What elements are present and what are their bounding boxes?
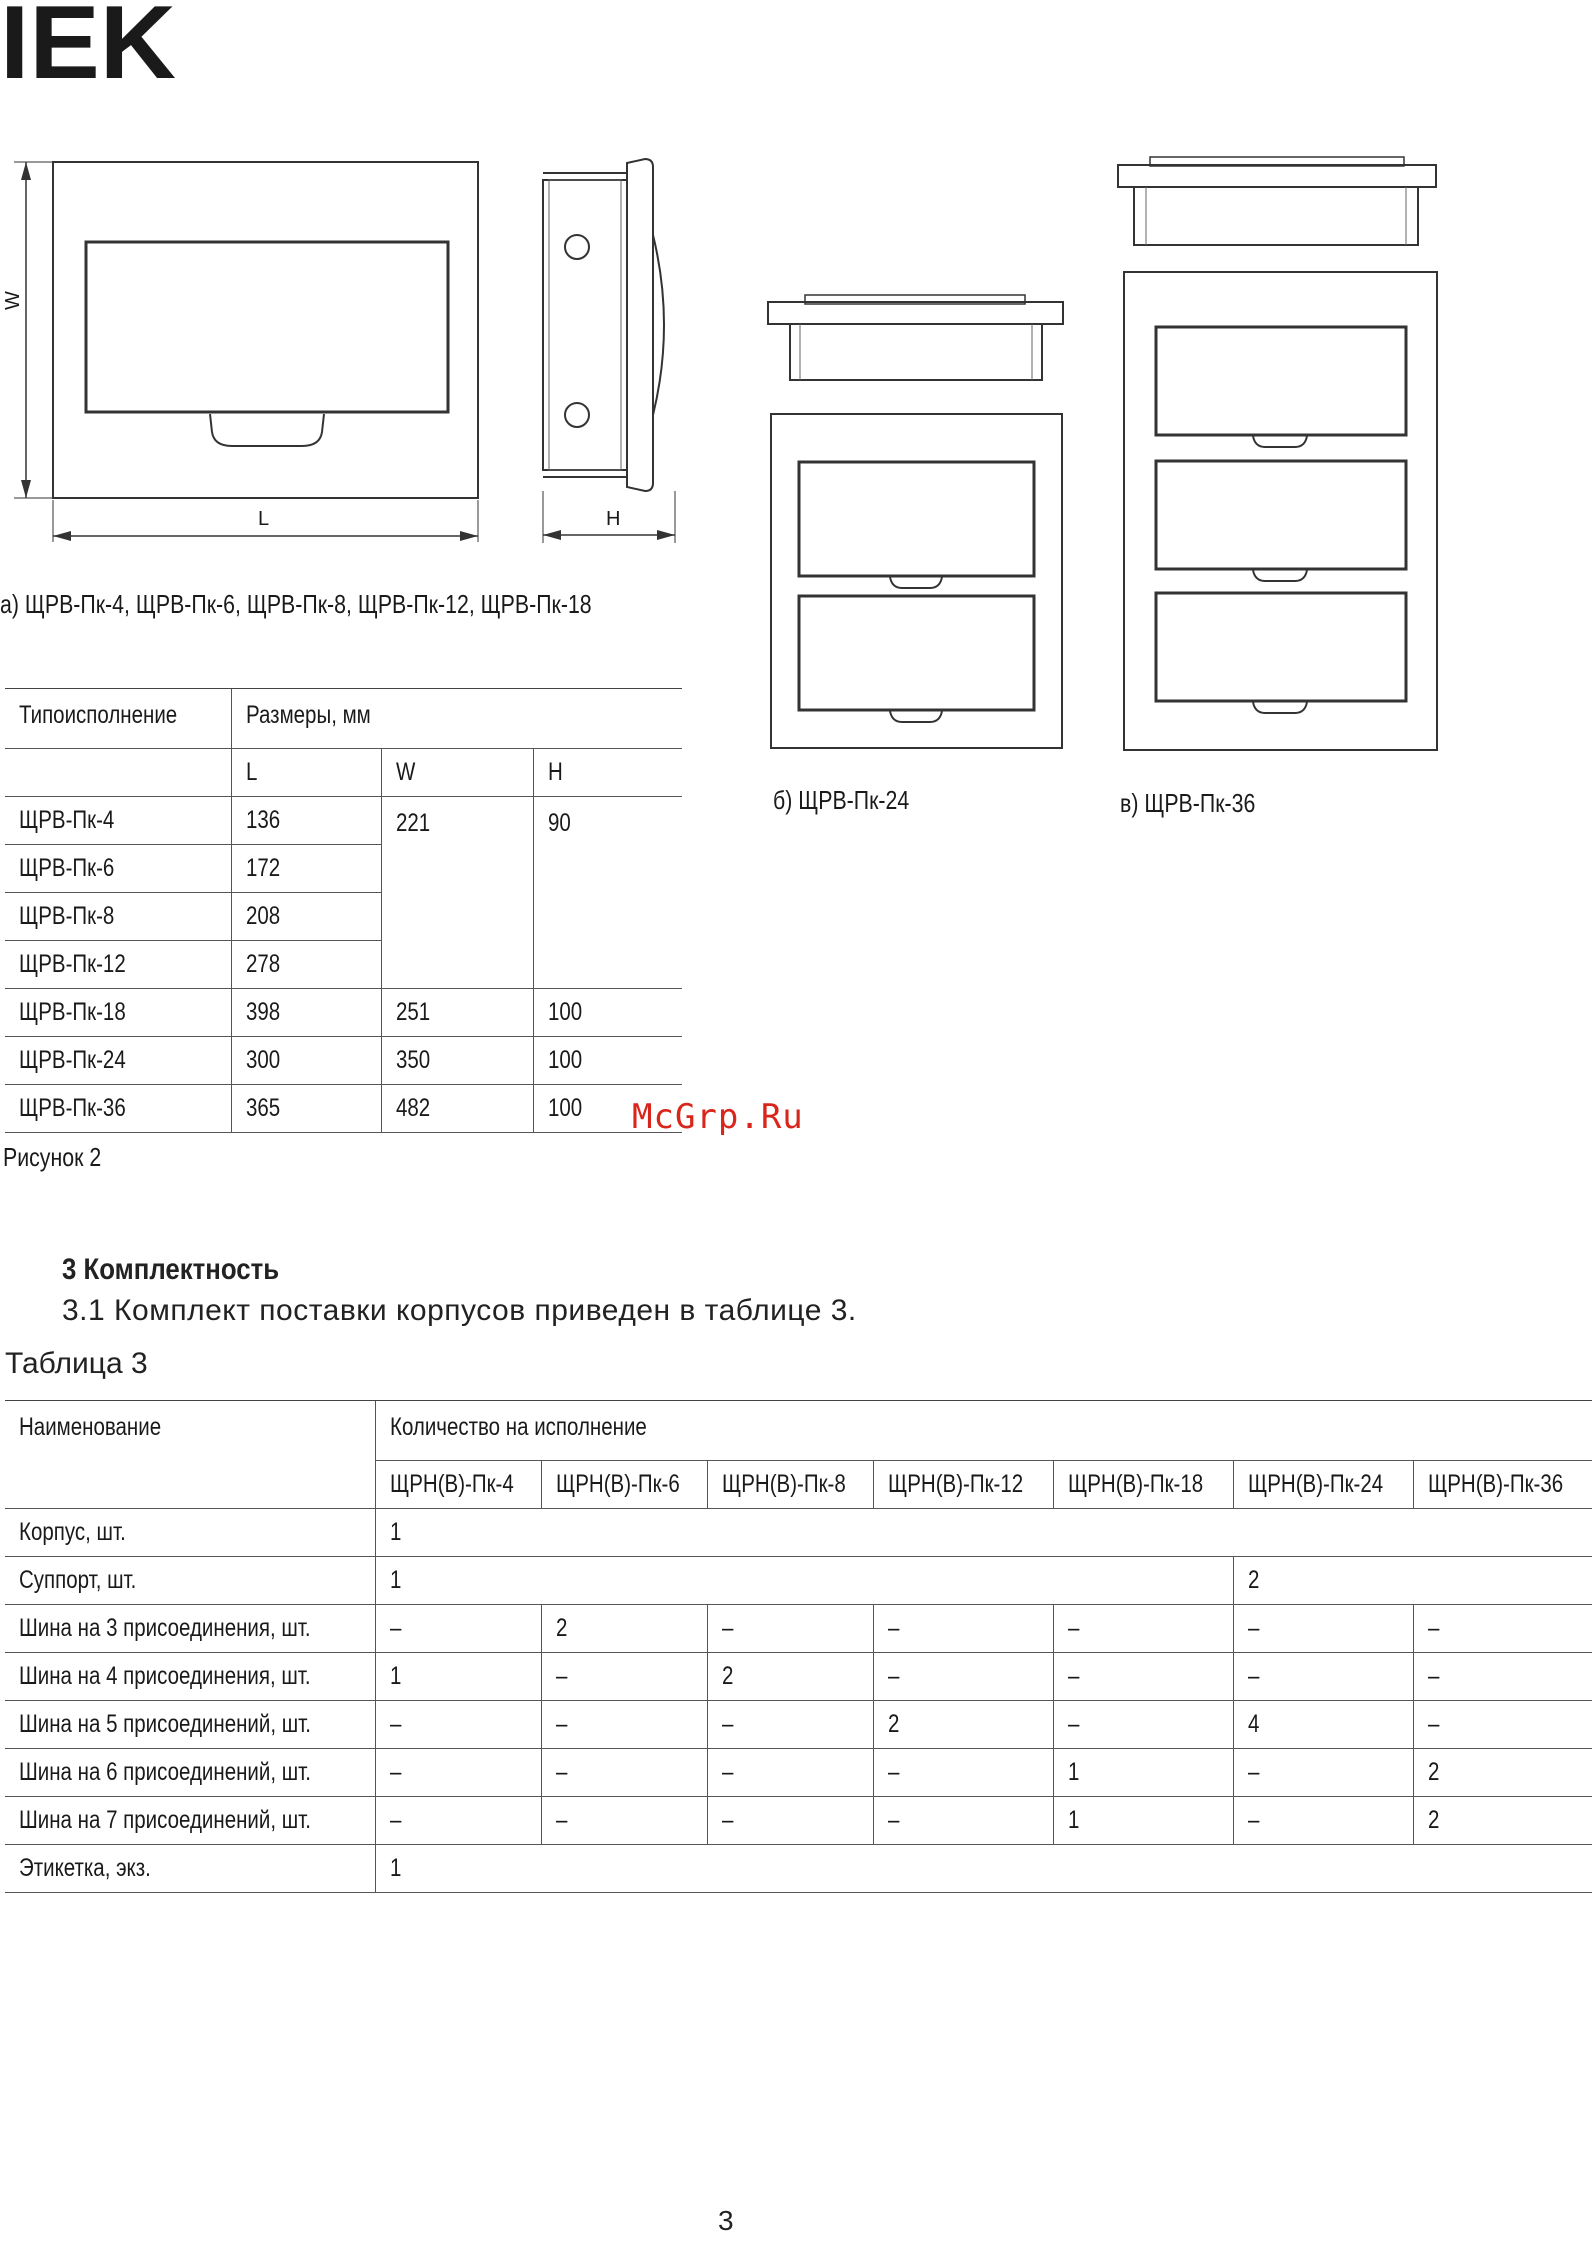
page-number: 3	[718, 2205, 734, 2236]
variant-header: ЩРН(В)-Пк-18	[1053, 1461, 1233, 1509]
header-type: Типоисполнение	[5, 689, 231, 749]
figure-title: Рисунок 2	[3, 1142, 102, 1172]
variant-header: ЩРН(В)-Пк-12	[873, 1461, 1053, 1509]
header-h: H	[533, 749, 682, 797]
header-qty: Количество на исполнение	[376, 1401, 1592, 1461]
dimensions-table	[5, 688, 682, 1133]
table-row: Шина на 4 присоединения, шт. 1 – 2 – – – –	[5, 1653, 1592, 1701]
figure-b-drawing	[760, 290, 1070, 760]
table-row: Шина на 3 присоединения, шт. – 2 – – – – –	[5, 1605, 1592, 1653]
table-row: Суппорт, шт. 1 2	[5, 1557, 1592, 1605]
table-row: ЩРВ-Пк-24 300 350 100	[5, 1037, 682, 1085]
figure-c-drawing	[1110, 155, 1450, 765]
header-w: W	[381, 749, 533, 797]
table-row: ЩРВ-Пк-12 278	[5, 941, 682, 989]
table-row: Этикетка, экз. 1	[5, 1845, 1592, 1893]
table-row: Шина на 5 присоединений, шт. – – – 2 – 4 –	[5, 1701, 1592, 1749]
table-row: Шина на 7 присоединений, шт. – – – – 1 – 2	[5, 1797, 1592, 1845]
dimension-label-l: L	[258, 508, 270, 530]
table-row: Шина на 6 присоединений, шт. – – – – 1 – 2	[5, 1749, 1592, 1797]
kit-table	[5, 1400, 1592, 1893]
figure-caption-c: в) ЩРВ-Пк-36	[1120, 788, 1256, 818]
table-row: ЩРВ-Пк-36 365 482 100	[5, 1085, 682, 1133]
figure-a-side-view	[535, 155, 685, 545]
figure-caption-a: а) ЩРВ-Пк-4, ЩРВ-Пк-6, ЩРВ-Пк-8, ЩРВ-Пк-12, ЩРВ-Пк-18	[0, 589, 592, 619]
header-type-spacer	[5, 749, 231, 797]
table-row: ЩРВ-Пк-4 136 221 90	[5, 797, 682, 845]
figure-caption-b: б) ЩРВ-Пк-24	[773, 785, 910, 815]
variant-header: ЩРН(В)-Пк-8	[707, 1461, 873, 1509]
table-row: Корпус, шт. 1	[5, 1509, 1592, 1557]
variant-header: ЩРН(В)-Пк-4	[376, 1461, 542, 1509]
variant-header: ЩРН(В)-Пк-6	[542, 1461, 708, 1509]
figure-a-front-view	[0, 150, 490, 545]
dimension-label-h: H	[606, 508, 621, 530]
header-l: L	[231, 749, 381, 797]
header-sizes: Размеры, мм	[231, 689, 682, 749]
dimension-label-w: W	[2, 291, 24, 310]
table-row: ЩРВ-Пк-8 208	[5, 893, 682, 941]
svg-text:IEK: IEK	[0, 0, 176, 101]
watermark: McGrp.Ru	[632, 1097, 804, 1137]
header-name: Наименование	[5, 1401, 376, 1509]
iek-logo	[0, 0, 180, 101]
table-row: ЩРВ-Пк-18 398 251 100	[5, 989, 682, 1037]
section-heading: 3 Комплектность	[62, 1253, 280, 1286]
table-label: Таблица 3	[5, 1347, 148, 1380]
table-row: ЩРВ-Пк-6 172	[5, 845, 682, 893]
variant-header: ЩРН(В)-Пк-36	[1413, 1461, 1592, 1509]
section-paragraph: 3.1 Комплект поставки корпусов приведен в таблице 3.	[62, 1294, 857, 1327]
variant-header: ЩРН(В)-Пк-24	[1233, 1461, 1413, 1509]
